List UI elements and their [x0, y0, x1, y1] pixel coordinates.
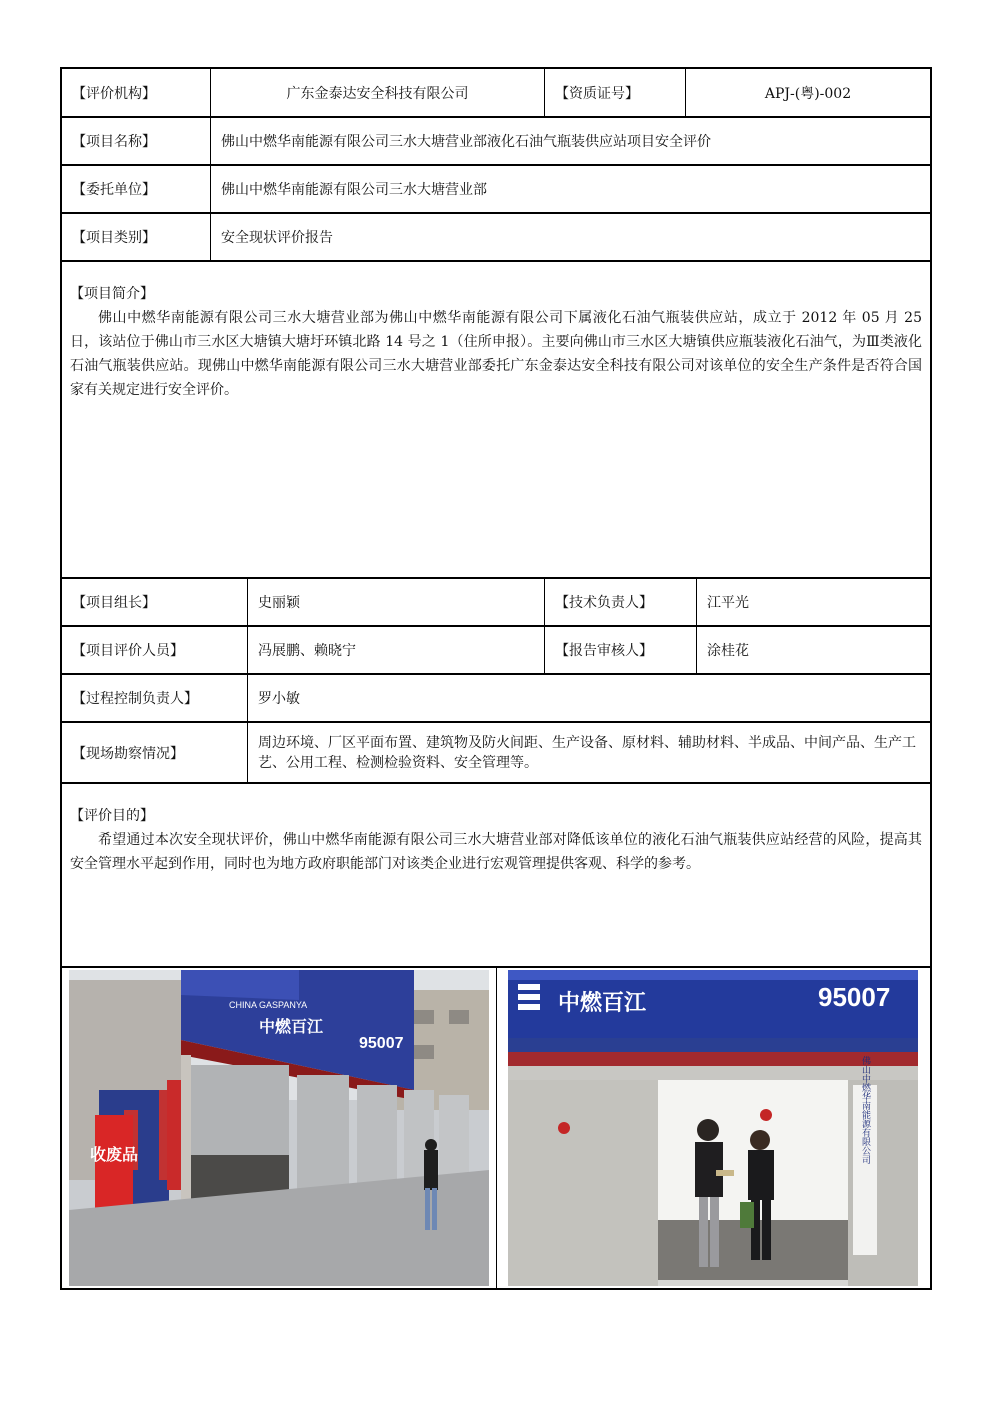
category-value: 安全现状评价报告	[210, 214, 930, 260]
project-name-label: 【项目名称】	[72, 134, 156, 150]
cert-value: APJ-(粤)-002	[685, 69, 930, 116]
category-label: 【项目类别】	[72, 230, 156, 246]
photo1-brand-en: CHINA GASPANYA	[228, 1000, 307, 1010]
intro-text: 佛山中燃华南能源有限公司三水大塘营业部为佛山中燃华南能源有限公司下属液化石油气瓶装供应站，成立于 2012 年 05 月 25 日，该站位于佛山市三水区大塘镇大塘圩环镇北路 14 号之 1（住所申报）。主要向佛山市三水区大塘镇供应瓶装液化石油气，为Ⅲ类液化石油气瓶装供应站。现佛山中燃华南能源有限公司三水大塘营业部委托广东金泰达安全科技有限公司对该单位的安全生产条件是否符合国家有关规定进行安全评价。	[70, 310, 922, 398]
row-org	[60, 67, 932, 116]
cert-label: 【资质证号】	[544, 69, 685, 116]
staff-label: 【项目评价人员】	[72, 643, 184, 659]
site-photo-staff	[496, 968, 931, 1288]
storefront-exterior-image	[69, 970, 489, 1286]
row-leader	[60, 577, 932, 625]
purpose-label: 【评价目的】	[70, 808, 154, 824]
row-process	[60, 673, 932, 721]
review-value: 涂桂花	[696, 627, 930, 673]
tech-value: 江平光	[696, 579, 930, 625]
survey-value: 周边环境、厂区平面布置、建筑物及防火间距、生产设备、原材料、辅助材料、半成品、中间产品、生产工艺、公用工程、检测检验资料、安全管理等。	[247, 723, 930, 782]
photo2-hotline: 95007	[818, 982, 891, 1012]
row-project-name	[60, 116, 932, 164]
review-label: 【报告审核人】	[544, 627, 696, 673]
photo1-recycle-sign: 收废品	[89, 1145, 138, 1164]
photo1-brand-cn: 中燃百江	[258, 1017, 323, 1036]
storefront-staff-image	[508, 970, 918, 1286]
row-client	[60, 164, 932, 212]
site-photo-exterior	[62, 968, 496, 1288]
row-survey	[60, 721, 932, 782]
site-photos	[60, 966, 932, 1290]
evaluation-sheet	[60, 67, 932, 1290]
org-label: 【评价机构】	[72, 85, 156, 102]
process-value: 罗小敏	[247, 675, 930, 721]
row-category	[60, 212, 932, 260]
leader-value: 史丽颖	[247, 579, 544, 625]
tech-label: 【技术负责人】	[544, 579, 696, 625]
photo1-hotline: 95007	[358, 1035, 404, 1052]
photo2-plaque-text: 佛山中燃华南能源有限公司	[860, 1056, 871, 1164]
process-label: 【过程控制负责人】	[72, 691, 198, 707]
row-staff	[60, 625, 932, 673]
intro-label: 【项目简介】	[70, 286, 154, 302]
org-value: 广东金泰达安全科技有限公司	[210, 69, 544, 116]
project-name-value: 佛山中燃华南能源有限公司三水大塘营业部液化石油气瓶装供应站项目安全评价	[210, 118, 930, 164]
purpose-text: 希望通过本次安全现状评价，佛山中燃华南能源有限公司三水大塘营业部对降低该单位的液化石油气瓶装供应站经营的风险，提高其安全管理水平起到作用，同时也为地方政府职能部门对该类企业进行宏观管理提供客观、科学的参考。	[70, 832, 922, 872]
client-label: 【委托单位】	[72, 182, 156, 198]
evaluation-purpose	[60, 782, 932, 966]
staff-value: 冯展鹏、赖晓宁	[247, 627, 544, 673]
client-value: 佛山中燃华南能源有限公司三水大塘营业部	[210, 166, 930, 212]
project-intro	[60, 260, 932, 577]
photo2-brand-cn: 中燃百江	[558, 991, 647, 1016]
leader-label: 【项目组长】	[72, 595, 156, 611]
survey-label: 【现场勘察情况】	[72, 745, 184, 762]
